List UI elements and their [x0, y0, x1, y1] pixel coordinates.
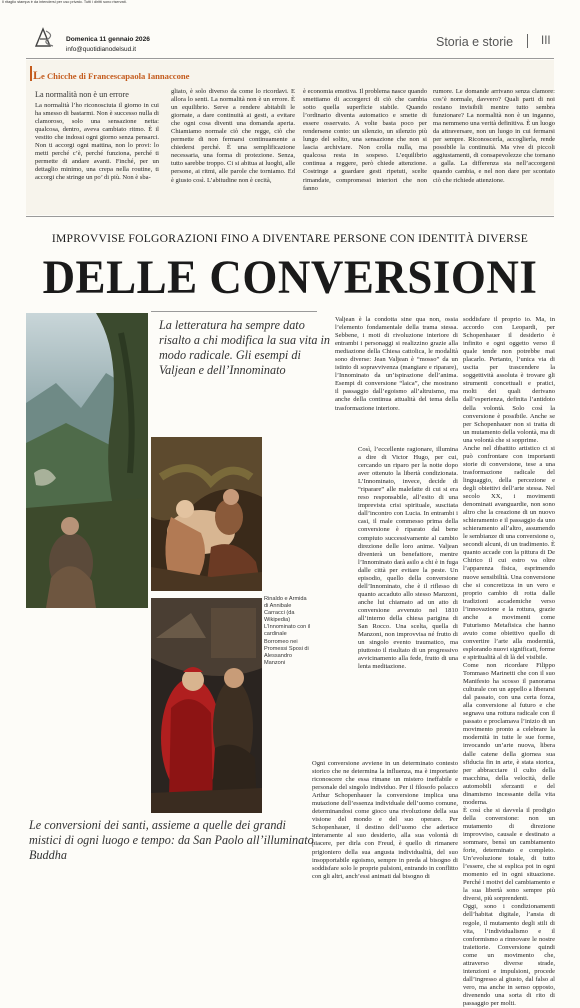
article-kicker: IMPROVVISE FOLGORAZIONI FINO A DIVENTARE PERSONE CON IDENTITÀ DIVERSE — [51, 232, 529, 245]
column-text-3: è economia emotiva. Il problema nasce quando smettiamo di accorgerci di ciò che cambia sotto quella superficie stabile. Quando l’ordinario diventa automatico e smette di essere osservato. A volte basta poco per rendersene conto: un silenzio, un silenzio più lungo del solito, una sensazione che non si lascia archiviare. Non crolla nulla, ma qualcosa resta in sospeso. L’equilibrio continua a reggere, però chiede attenzione. Costringe a guardare gesti ripetuti, scelte rimandate, compromessi interiori che non fanno — [303, 88, 427, 192]
column-text-4: rumore. Le domande arrivano senza clamore: cos’è normale, davvero? Quali parti di noi restano invisibili mentre tutto sembra funzionare? La normalità non è un inganno, ma nemmeno una verità definitiva. È un luogo da attraversare, non un luogo in cui fermarsi per sempre. Riconoscerla, accoglierla, rende possibile la continuità. Ma vive di piccoli aggiustamenti, di consapevolezze che tornano a galla. La differenza sta nell’accorgersi quando cambia, e nel non dare per scontato ciò che richiede attenzione. — [433, 88, 555, 184]
article-body-upper: Così, l’eccellente ragionare, illumina a dire di Victor Hugo, per cui, cercando un riparo per la notte dopo aver ottenuto la libertà condizionata. L’Innominato, invece, decide di “riparare” alle malefatte di cui si era reso responsabile, all’esito di una imprevista crisi spirituale, suscitata dall’incontro con Lucia. In entrambi i casi, il male commesso prima della conversione è riparato dal bene compiuto successivamente al cambio direzione delle loro anime. Valjean diventerà un benefattore, mentre l’Innominato darà asilo a chi è in fuga dalle città per evitare la peste. Un episodio, quello della conversione dell’Innominato, che è il riflesso di quanto accaduto allo stesso Manzoni, anche lui chiamato ad un atto di conversione avvenuto nel 1810 all’interno della chiesa parigina di San Rocco. Una scelta, quella di Manzoni, non improvvisa né frutto di un singolo evento traumatico, ma piuttosto il risultato di un progressivo avvicinamento alla fede, frutto di una lenta meditazione. — [358, 446, 458, 671]
article-body-intro: Valjean è la condotta sine qua non, ossia l’elemento fondamentale della trama stessa. Sebbene, i moti di rivoluzione interiore di entrambi i personaggi si realizzino grazie alla mediazione della Chiesa cattolica, le modalità sono diverse: Jean Valjean è “mosso” da un istinto di sopravvivenza (mangiare e riparare), l’Innominato da un’ispirazione dell’anima. Esempi di conversione “laica”, che mostrano il passaggio dall’egoismo all’altruismo, ma anche della continua attualità del tema della trasformazione interiore. — [335, 316, 458, 412]
column-text-1: La normalità non è un errore La normalità l’ho riconosciuta il giorno in cui ha smesso di bastarmi. Non è successo nulla di clamoroso, solo una sensazione netta: qualcosa, dentro, aveva cambiato ritmo. È il vestito che indossi ogni giorno senza pensarci. Non ti accorgi ogni mattina, non lo provi: lo metti perché c’è, perché funziona, perché ti permette di andare avanti. Finché, per un dettaglio minimo, una crepa nella routine, ti accorgi che stringe un po’ di più. Non è sba- — [35, 90, 159, 181]
column-title: Le Chicche di Francescapaola Iannaccone — [33, 68, 263, 78]
contact-email: info@quotidianodelsud.it — [66, 46, 137, 53]
pull-quote-top: La letteratura ha sempre dato risalto a chi modifica la sua vita in modo radicale. Gli esempi di Valjean e dell’Innominato — [159, 318, 330, 378]
copyright-notice: Il ritaglio stampa è da intendersi per uso privato. Tutti i diritti sono riservati. — [2, 0, 127, 4]
image-caption: Rinaldo e Armida di Annibale Carracci (da Wikipedia) L’Innominato con il cardinale Borromeo nei Promessi Sposi di Alessandro Manzoni — [264, 596, 311, 666]
title-accent-bar — [30, 66, 32, 81]
newspaper-logo-icon — [34, 27, 56, 47]
masthead-rule — [26, 58, 554, 59]
page-number: III — [541, 35, 551, 47]
article-body-lower: Ogni conversione avviene in un determinato contesto storico che ne determina la influenza, ma è importante riconoscere che essa rimane un mistero ineffabile e personale del singolo individuo. Per il filosofo polacco Arthur Schopenhauer la conversione implica una mutazione dell’essenza individuale dell’uomo comune, determinandosi come gioco una rivoluzione della sua visione del mondo e del suo operare. Per Schopenhauer, il destino dell’uomo che aderisce interamente al suo desiderio, alla sua volontà di piacere, per dirla con Freud, è quello di rimanere prigioniero della sua angusta individualità, del suo insopportabile egoismo, sempre in preda al bisogno di soddisfare solo le proprie pulsioni, entrando in conflitto con gli altri, anch’essi animati dal bisogno di — [312, 760, 458, 880]
borromeo-painting — [151, 598, 262, 813]
article-headline: DELLE CONVERSIONI — [42, 250, 538, 304]
column-subhead: La normalità non è un errore — [35, 90, 129, 99]
masthead — [0, 6, 580, 58]
pull-quote-bottom: Le conversioni dei santi, assieme a quelle dei grandi mistici di ogni luogo e tempo: da San Paolo all’illuminato Buddha — [29, 818, 314, 863]
painting-rule — [151, 311, 317, 312]
section-name: Storia e storie — [436, 35, 514, 49]
issue-date: Domenica 11 gennaio 2026 — [66, 36, 150, 43]
masthead-separator — [527, 34, 528, 48]
landscape-painting — [26, 313, 148, 608]
carracci-painting — [151, 437, 262, 591]
article-body-right: soddisfare il proprio io. Ma, in accordo con Leopardi, per Schopenhauer il desiderio è infinito e ogni oggetto verso il quale tende non potrebbe mai placarlo. Pertanto, l’unica via di uscita per trascendere la soggettività assoluta è trovare gli strumenti concettuali e pratici, molti dei quali derivano dall’esperienza, definita l’antidoto della volontà. Solo così la conversione è possibile. Anche se per Schopenhauer non si tratta di un mutamento della volontà, ma di una volontà che si sopprime. Anche nel dibattito artistico ci si può confrontare con importanti storie di conversione, tese a una trasformazione radicale del linguaggio, della percezione e degli obiettivi dell’arte stessa. Nel secolo XX, i movimenti denominati avanguardie, non sono altro che la creazione di un nuovo schieramento e il passaggio da uno schieramento all’altro, assumendo le sembianze di una conversione o, secondi alcuni, di un tradimento. È quanto accade con la pittura di De Chirico il cui estro va oltre l’apparenza fisica, esprimendo nuove sensibilità. Una conversione che si concretizza in un vero e proprio cambio di rotta dalle tradizioni accademiche verso l’innovazione e la rottura, grazie anche a movimenti come Futurismo Metafisica che hanno avuto come obiettivo quello di convertire l’arte alla modernità, esplorando nuovi significati, forme e spiritualità al di là del visibile. Come non ricordare Filippo Tommaso Marinetti che con il suo Manifesto ha scosso il panorama culturale con un appello a liberarsi dal passato, con una certa forza, alla conversione al futuro e che segnava una rottura radicale con il passato e proclamava l’inizio di un movimento pronto a celebrare la modernità in tutte le sue forme, invocando un’arte nuova, libera dalle catene della giornea sua sfiducia fin in arte, è stata storica, per abbracciare il culto della macchina, della velocità, delle automobili sferzanti e del dinamismo incessante della vita moderna. È così che si davvela il prodigio della conversione: non un mutamento di direzione improvviso, causale e destinato a sommare, bensì un cambiamento forte, determinato e completo. Un’evoluzione totale, di tutto l’essere, che si esplica poi in ogni momento ed in ogni situazione. Perché i motivi del cambiamento e la sua libertà sono sempre più diversi, più sorprendenti. Oggi, sono i condizionamenti dell’habitat digitale, l’ansia di regole, il mutamento degli stili di vita, l’individualismo e il conformismo a rinnovare le nostre traiettorie. Conversione quindi come un movimento che, attraverso diverse strade, intenzioni e impulsioni, procede dall’ingresso al giusto, dal falso al vero, ma anche in senso opposto, divenendo una sorta di rito di passaggio per molti. — [463, 316, 555, 1007]
column-text-2: gliato, è solo diverso da come lo ricordavi. E allora lo senti. La normalità non è un errore. È un equilibrio. Serve a rendere abitabili le giornate, a dare continuità ai gesti, a evitare che ogni cosa diventi una domanda aperta. Chiamiamo normale ciò che regge, ciò che permette di non fermarsi continuamente a chiedersi perché. È una semplificazione necessaria, una forma di protezione. Senza, tutto sarebbe troppo. Ci si abitua ai luoghi, alle persone, ai ritmi, alle parole che torniamo. Ed è giusto così. L’abitudine non è cecità, — [171, 88, 295, 184]
column-rule — [26, 216, 554, 217]
